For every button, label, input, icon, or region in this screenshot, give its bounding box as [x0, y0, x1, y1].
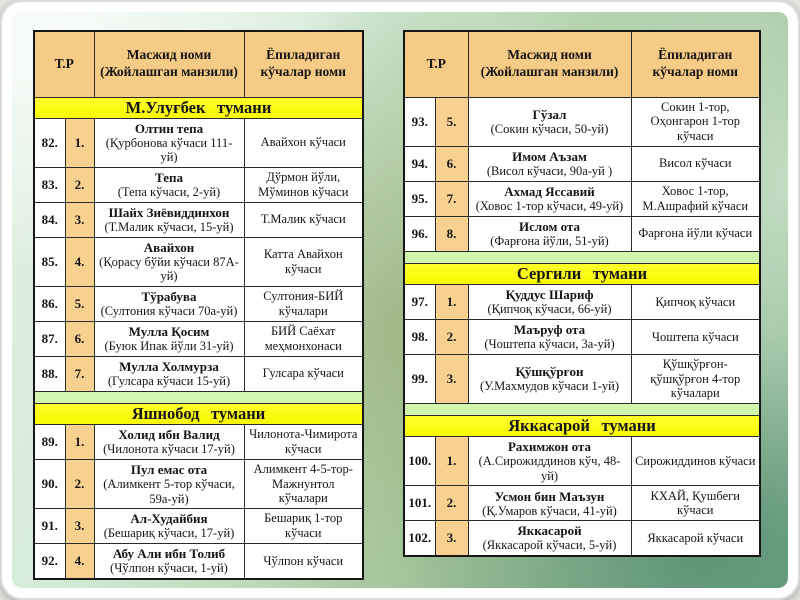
table-row — [34, 509, 363, 544]
mosque-address: (Гулсара кўчаси 15-уй) — [107, 374, 231, 389]
table-row — [404, 521, 760, 556]
mosque-address: (Қурбонова кўчаси 111-уй) — [105, 135, 233, 165]
mosque-cell — [468, 486, 631, 521]
section-spacer-row — [404, 251, 760, 263]
table-row — [34, 286, 363, 321]
table-row — [34, 237, 363, 286]
streets-cell: КХАЙ, Қушбеги кўчаси — [631, 486, 760, 521]
row-number-cell: 89. — [34, 424, 65, 459]
row-number-cell: 84. — [34, 202, 65, 237]
section-spacer — [404, 251, 760, 263]
table-row — [404, 216, 760, 251]
section-title-row — [34, 403, 363, 424]
row-number-cell: 102. — [404, 521, 435, 556]
row-number-cell: 91. — [34, 509, 65, 544]
row-number-cell: 99. — [404, 354, 435, 403]
mosque-address: (Қ.Умаров кўчаси, 41-уй) — [482, 503, 617, 518]
table-row — [34, 321, 363, 356]
mosque-address: (Бешариқ кўчаси, 17-уй) — [103, 526, 235, 541]
row-subnumber-cell: 2. — [435, 486, 468, 521]
table-row — [34, 167, 363, 202]
mosque-name: Олтин тепа — [134, 120, 204, 136]
row-number-cell: 93. — [404, 97, 435, 146]
col-header-streets-line2: кўчалар номи — [652, 64, 738, 80]
section-title-row — [404, 263, 760, 284]
row-number-cell: 87. — [34, 321, 65, 356]
col-header-tr: Т.Р — [404, 31, 468, 97]
mosque-address: (Алимкент 5-тор кўчаси, 59а-уй) — [103, 477, 235, 506]
row-subnumber-cell: 8. — [435, 216, 468, 251]
table-row — [34, 424, 363, 459]
mosque-name: Шайх Зиёвиддинхон — [108, 204, 230, 220]
streets-cell: Дўрмон йўли, Мўминов кўчаси — [244, 167, 363, 202]
section-title: М.Улуғбек тумани — [34, 97, 363, 118]
streets-cell: Висол кўчаси — [631, 146, 760, 181]
table-row — [34, 356, 363, 391]
mosque-cell — [94, 321, 244, 356]
streets-cell: Қипчоқ кўчаси — [631, 284, 760, 319]
row-number-cell: 97. — [404, 284, 435, 319]
mosque-name: Қўшқўрғон — [515, 364, 584, 380]
streets-cell: Авайхон кўчаси — [244, 118, 363, 167]
row-number-cell: 86. — [34, 286, 65, 321]
row-subnumber-cell: 1. — [65, 118, 94, 167]
mosque-name: Рахимжон ота — [507, 439, 591, 455]
row-subnumber-cell: 5. — [435, 97, 468, 146]
mosque-cell — [94, 286, 244, 321]
mosque-address: (Қипчоқ кўчаси, 66-уй) — [487, 302, 612, 317]
mosque-address: (Қорасу бўйи кўчаси 87А-уй) — [99, 254, 239, 284]
mosque-name: Қуддус Шариф — [505, 287, 594, 303]
table-row — [404, 437, 760, 486]
col-header-mosque — [468, 31, 631, 97]
mosque-address: (Ховос 1-тор кўчаси, 49-уй) — [475, 199, 624, 214]
mosque-address: (Чўлпон кўчаси, 1-уй) — [110, 561, 228, 576]
row-number-cell: 98. — [404, 319, 435, 354]
streets-cell: Чўлпон кўчаси — [244, 544, 363, 579]
row-subnumber-cell: 1. — [435, 437, 468, 486]
row-subnumber-cell: 6. — [435, 146, 468, 181]
table-row — [404, 146, 760, 181]
streets-cell: Чилонота-Чимирота кўчаси — [244, 424, 363, 459]
section-spacer — [34, 391, 363, 403]
mosque-address: (Яккасарой кўчаси, 5-уй) — [482, 538, 617, 553]
col-header-streets — [631, 31, 760, 97]
streets-cell: Қўшқўрғон-қўшқўрғон 4-тор кўчалари — [631, 354, 760, 403]
mosque-cell — [468, 319, 631, 354]
mosque-cell — [94, 424, 244, 459]
streets-cell: Сокин 1-тор, Оҳонгарон 1-тор кўчаси — [631, 97, 760, 146]
row-number-cell: 94. — [404, 146, 435, 181]
section-title: Яшнобод тумани — [34, 403, 363, 424]
row-number-cell: 82. — [34, 118, 65, 167]
mosque-name: Пул емас ота — [130, 462, 208, 478]
section-title: Сергили тумани — [404, 263, 760, 284]
row-number-cell: 83. — [34, 167, 65, 202]
header-row — [404, 31, 760, 97]
mosque-address: (Фарғона йўли, 51-уй) — [490, 234, 609, 249]
header-row — [34, 31, 363, 97]
row-number-cell: 100. — [404, 437, 435, 486]
mosque-name: Ахмад Яссавий — [504, 183, 595, 199]
mosque-cell — [94, 459, 244, 508]
col-header-mosque-line2: (Жойлашган манзили) — [100, 64, 238, 80]
col-header-mosque — [94, 31, 244, 97]
mosque-name: Абу Али ибн Толиб — [112, 546, 226, 562]
mosque-cell — [468, 354, 631, 403]
mosque-address: (Сокин кўчаси, 50-уй) — [490, 121, 609, 136]
mosque-name: Имом Аъзам — [512, 148, 587, 164]
col-header-mosque-line1: Масжид номи — [126, 47, 212, 63]
table-row — [404, 486, 760, 521]
mosque-name: Ал-Худайбия — [130, 511, 208, 527]
row-number-cell: 92. — [34, 544, 65, 579]
row-subnumber-cell: 4. — [65, 544, 94, 579]
row-number-cell: 95. — [404, 181, 435, 216]
row-subnumber-cell: 2. — [435, 319, 468, 354]
page-background — [12, 12, 788, 588]
row-subnumber-cell: 3. — [435, 354, 468, 403]
mosque-name: Мулла Қосим — [128, 324, 210, 339]
row-subnumber-cell: 1. — [65, 424, 94, 459]
mosque-cell — [94, 118, 244, 167]
streets-cell: Сирожиддинов кўчаси — [631, 437, 760, 486]
streets-cell: Катта Авайхон кўчаси — [244, 237, 363, 286]
mosque-address: (Султония кўчаси 70а-уй) — [100, 304, 238, 319]
mosque-cell — [94, 237, 244, 286]
streets-cell: БИЙ Саёхат меҳмонхонаси — [244, 321, 363, 356]
mosque-name: Усмон бин Маъзун — [494, 488, 605, 504]
row-number-cell: 85. — [34, 237, 65, 286]
mosque-address: (Чоштепа кўчаси, 3а-уй) — [484, 337, 615, 352]
streets-cell: Чоштепа кўчаси — [631, 319, 760, 354]
row-number-cell: 96. — [404, 216, 435, 251]
row-subnumber-cell: 2. — [65, 167, 94, 202]
mosque-address: (Висол кўчаси, 90а-уй ) — [486, 164, 613, 179]
mosque-name: Холид ибн Валид — [118, 427, 220, 443]
streets-cell: Ховос 1-тор, М.Ашрафий кўчаси — [631, 181, 760, 216]
mosque-cell — [468, 146, 631, 181]
table-row — [34, 459, 363, 508]
streets-cell: Бешариқ 1-тор кўчаси — [244, 509, 363, 544]
table-row — [404, 181, 760, 216]
mosque-address: (Т.Малик кўчаси, 15-уй) — [104, 220, 234, 234]
mosque-name: Мулла Холмурза — [119, 359, 219, 374]
mosque-cell — [94, 509, 244, 544]
streets-cell: Фарғона йўли кўчаси — [631, 216, 760, 251]
streets-cell: Т.Малик кўчаси — [244, 202, 363, 237]
section-spacer-row — [34, 391, 363, 403]
row-number-cell: 88. — [34, 356, 65, 391]
streets-cell: Гулсара кўчаси — [244, 356, 363, 391]
table-row — [404, 97, 760, 146]
mosque-address: (А.Сирожиддинов кўч, 48-уй) — [478, 454, 621, 483]
row-subnumber-cell: 3. — [65, 509, 94, 544]
mosque-name: Ислом ота — [519, 218, 580, 234]
row-subnumber-cell: 3. — [435, 521, 468, 556]
mosque-cell — [468, 181, 631, 216]
section-spacer-row — [404, 404, 760, 416]
left-table — [33, 30, 364, 580]
right-table — [403, 30, 761, 557]
col-header-streets-line1: Ёпиладиган — [658, 47, 733, 63]
mosque-name: Гўзал — [532, 106, 567, 122]
mosque-cell — [94, 167, 244, 202]
row-number-cell: 90. — [34, 459, 65, 508]
mosque-cell — [468, 284, 631, 319]
row-subnumber-cell: 4. — [65, 237, 94, 286]
streets-cell: Яккасарой кўчаси — [631, 521, 760, 556]
section-title-row — [34, 97, 363, 118]
mosque-cell — [94, 202, 244, 237]
row-subnumber-cell: 2. — [65, 459, 94, 508]
col-header-mosque-line2: (Жойлашган манзили) — [480, 64, 619, 80]
row-subnumber-cell: 6. — [65, 321, 94, 356]
row-subnumber-cell: 7. — [65, 356, 94, 391]
col-header-mosque-line1: Масжид номи — [507, 47, 592, 63]
mosque-cell — [94, 544, 244, 579]
mosque-cell — [468, 437, 631, 486]
mosque-name: Авайхон — [143, 239, 195, 255]
row-subnumber-cell: 5. — [65, 286, 94, 321]
col-header-streets — [244, 31, 363, 97]
table-row — [34, 202, 363, 237]
mosque-address: (Тепа кўчаси, 2-уй) — [117, 185, 221, 199]
col-header-tr: Т.Р — [34, 31, 94, 97]
table-row — [404, 354, 760, 403]
mosque-cell — [468, 216, 631, 251]
mosque-name: Тўрабува — [141, 289, 197, 304]
table-row — [404, 284, 760, 319]
row-subnumber-cell: 3. — [65, 202, 94, 237]
mosque-name: Яккасарой — [517, 523, 582, 539]
col-header-streets-line2: кўчалар номи — [260, 64, 346, 80]
mosque-address: (Буюк Ипак йўли 31-уй) — [104, 339, 234, 354]
mosque-cell — [468, 521, 631, 556]
col-header-streets-line1: Ёпиладиган — [266, 47, 341, 63]
mosque-name: Маъруф ота — [513, 322, 586, 338]
streets-cell: Султония-БИЙ кўчалари — [244, 286, 363, 321]
section-spacer — [404, 404, 760, 416]
table-row — [404, 319, 760, 354]
section-title-row — [404, 416, 760, 437]
streets-cell: Алимкент 4-5-тор-Мажнунтол кўчалари — [244, 459, 363, 508]
mosque-address: (Чилонота кўчаси 17-уй) — [103, 442, 235, 457]
row-subnumber-cell: 7. — [435, 181, 468, 216]
mosque-cell — [94, 356, 244, 391]
row-number-cell: 101. — [404, 486, 435, 521]
table-row — [34, 118, 363, 167]
mosque-address: (У.Махмудов кўчаси 1-уй) — [479, 379, 620, 394]
table-row — [34, 544, 363, 579]
mosque-name: Тепа — [155, 169, 183, 185]
mosque-cell — [468, 97, 631, 146]
section-title: Яккасарой тумани — [404, 416, 760, 437]
row-subnumber-cell: 1. — [435, 284, 468, 319]
